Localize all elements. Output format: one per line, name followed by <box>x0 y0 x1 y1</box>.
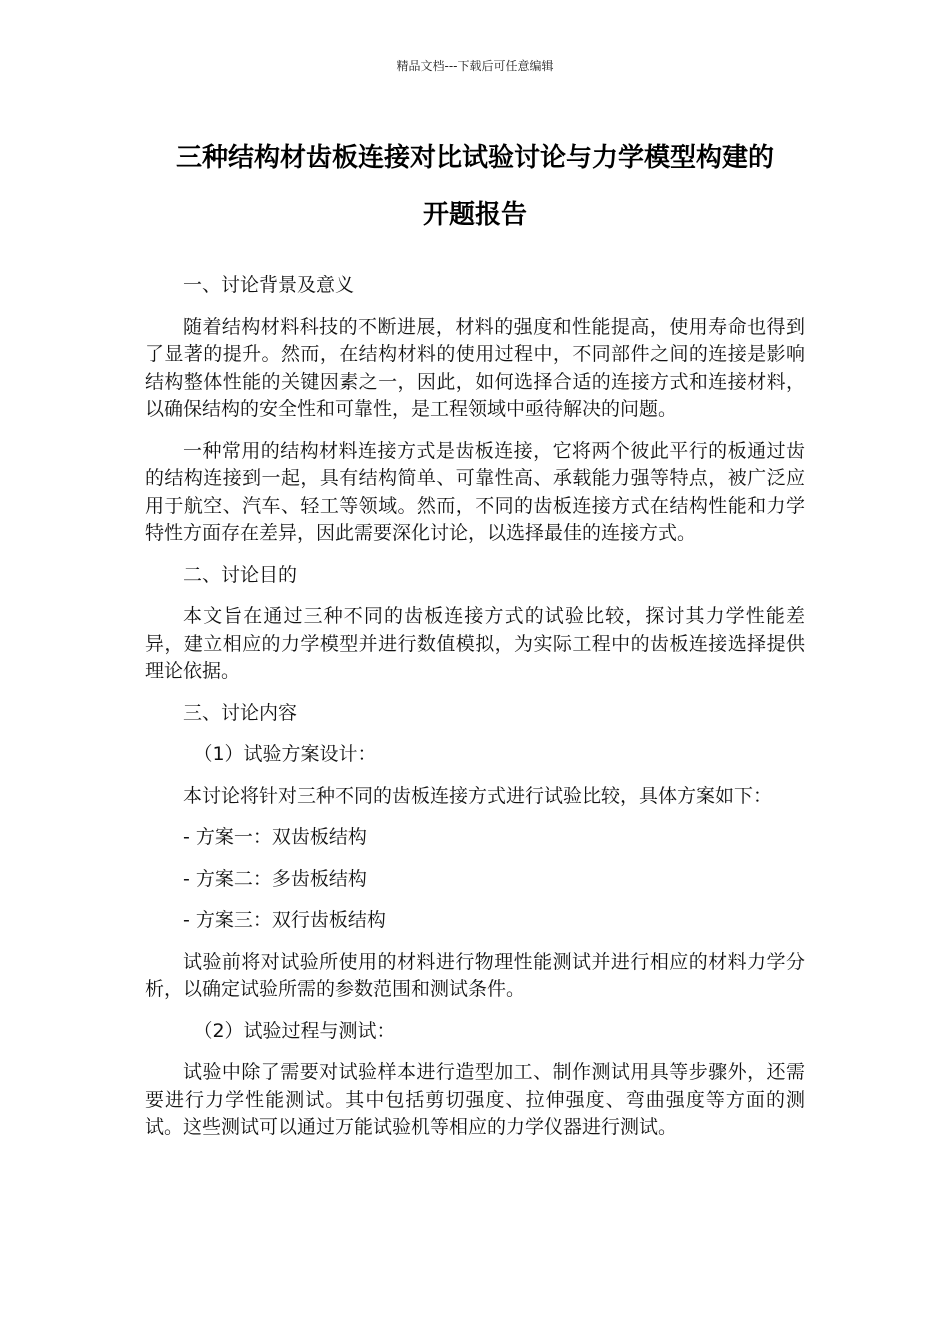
list-item: - 方案一：双齿板结构 <box>183 826 367 848</box>
section-heading-content: 三、讨论内容 <box>183 701 298 724</box>
section-heading-purpose: 二、讨论目的 <box>183 563 298 586</box>
paragraph: 随着结构材料科技的不断进展，材料的强度和性能提高，使用寿命也得到了显著的提升。然而，在结构材料的使用过程中，不同部件之间的连接是影响结构整体性能的关键因素之一，因此，如何选择合适的连接方式和连接材料，以确保结构的安全性和可靠性，是工程领域中亟待解决的问题。 <box>145 315 805 420</box>
document-title-line-2: 开题报告 <box>422 200 527 230</box>
list-item: - 方案二：多齿板结构 <box>183 867 367 890</box>
paragraph: 试验前将对试验所使用的材料进行物理性能测试并进行相应的材料力学分析，以确定试验所需的参数范围和测试条件。 <box>145 950 805 1000</box>
document-body <box>145 272 805 1156</box>
subsection-heading-design: （1）试验方案设计： <box>193 743 377 765</box>
page-header: 精品文档---下载后可任意编辑 <box>396 59 554 73</box>
document-title-line-1: 三种结构材齿板连接对比试验讨论与力学模型构建的 <box>175 143 774 173</box>
paragraph: 本文旨在通过三种不同的齿板连接方式的试验比较，探讨其力学性能差异，建立相应的力学模型并进行数值模拟，为实际工程中的齿板连接选择提供理论依据。 <box>145 605 805 682</box>
paragraph: 本讨论将针对三种不同的齿板连接方式进行试验比较，具体方案如下： <box>183 784 773 807</box>
list-item: - 方案三：双行齿板结构 <box>183 909 386 931</box>
paragraph: 试验中除了需要对试验样本进行造型加工、制作测试用具等步骤外，还需要进行力学性能测试。其中包括剪切强度、拉伸强度、弯曲强度等方面的测试。这些测试可以通过万能试验机等相应的力学仪器进行测试。 <box>145 1061 805 1138</box>
subsection-heading-testing: （2）试验过程与测试： <box>193 1019 396 1042</box>
paragraph: 一种常用的结构材料连接方式是齿板连接，它将两个彼此平行的板通过齿的结构连接到一起，具有结构简单、可靠性高、承载能力强等特点，被广泛应用于航空、汽车、轻工等领域。然而，不同的齿板连接方式在结构性能和力学特性方面存在差异，因此需要深化讨论，以选择最佳的连接方式。 <box>145 439 805 544</box>
section-heading-background: 一、讨论背景及意义 <box>183 274 355 296</box>
